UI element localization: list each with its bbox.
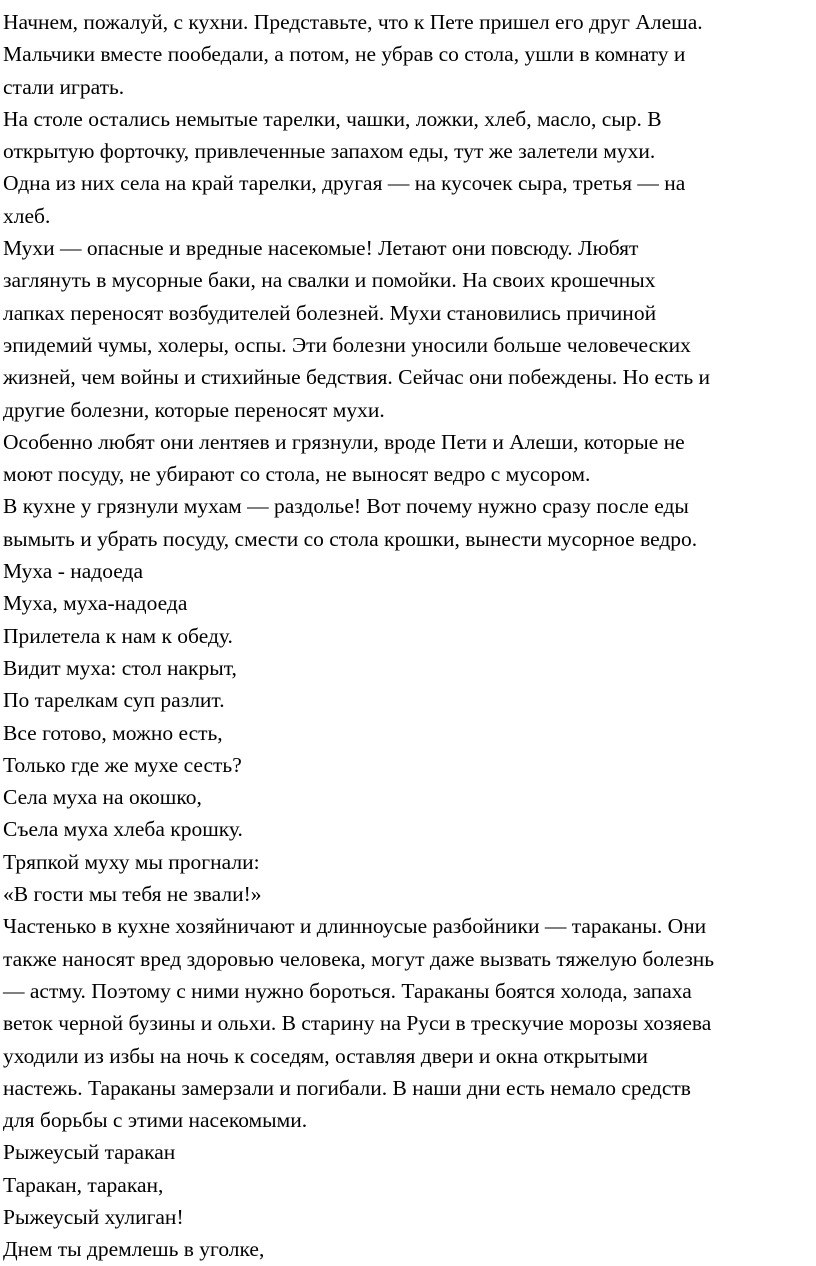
poem-line: По тарелкам суп разлит. [3,688,225,713]
text-line: вымыть и убрать посуду, смести со стола крошки, вынести мусорное ведро. [3,526,698,551]
text-line: открытую форточку, привлеченные запахом еды, тут же залетели мухи. [3,139,656,164]
poem-line: Рыжеусый хулиган! [3,1204,184,1229]
text-line: другие болезни, которые переносят мухи. [3,397,385,422]
paragraph-cockroaches [3,910,813,1136]
text-line: также наносят вред здоровью человека, могут даже вызвать тяжелую болезнь [3,946,715,971]
poem-title: Рыжеусый таракан [3,1140,176,1165]
text-line: Мухи — опасные и вредные насекомые! Летают они повсюду. Любят [3,236,639,261]
poem-line: Муха, муха-надоеда [3,591,188,616]
text-line: Одна из них села на край тарелки, другая — на кусочек сыра, третья — на [3,171,686,196]
text-line: уходили из избы на ночь к соседям, оставляя двери и окна открытыми [3,1043,648,1068]
poem-line: Съела муха хлеба крошку. [3,817,243,842]
poem-line: Только где же мухе сесть? [3,752,242,777]
poem-line: Прилетела к нам к обеду. [3,623,233,648]
poem-line: Села муха на окошко, [3,785,202,810]
text-line: Особенно любят они лентяев и грязнули, вроде Пети и Алеши, которые не [3,429,685,454]
poem-title: Муха - надоеда [3,559,143,584]
text-line: хлеб. [3,203,51,228]
paragraph-kitchen [3,490,813,555]
paragraph-lazy [3,426,813,491]
text-line: Мальчики вместе пообедали, а потом, не убрав со стола, ушли в комнату и [3,42,686,67]
poem-line: «В гости мы тебя не звали!» [3,882,262,907]
text-line: настежь. Тараканы замерзали и погибали. В наши дни есть немало средств [3,1075,691,1100]
text-line: Начнем, пожалуй, с кухни. Представьте, что к Пете пришел его друг Алеша. [3,10,703,34]
document-page [3,0,813,1266]
text-line: Частенько в кухне хозяйничают и длинноусые разбойники — тараканы. Они [3,914,707,939]
text-line: заглянуть в мусорные баки, на свалки и помойки. На своих крошечных [3,268,656,293]
poem-fly [3,555,813,910]
poem-line: Таракан, таракан, [3,1172,164,1197]
text-line: эпидемий чумы, холеры, оспы. Эти болезни уносили больше человеческих [3,332,691,357]
paragraph-intro [3,6,813,103]
poem-line: Все готово, можно есть, [3,720,223,745]
text-line: — астму. Поэтому с ними нужно бороться. Тараканы боятся холода, запаха [3,978,692,1003]
text-line: жизней, чем войны и стихийные бедствия. Сейчас они побеждены. Но есть и [3,365,711,390]
paragraph-table [3,103,813,232]
poem-line: Тряпкой муху мы прогнали: [3,849,260,874]
text-line: моют посуду, не убирают со стола, не выносят ведро с мусором. [3,462,591,487]
text-line: стали играть. [3,74,125,99]
text-line: лапках переносят возбудителей болезней. Мухи становились причиной [3,300,657,325]
text-line: На столе остались немытые тарелки, чашки, ложки, хлеб, масло, сыр. В [3,106,662,131]
text-line: для борьбы с этими насекомыми. [3,1108,308,1133]
text-line: В кухне у грязнули мухам — раздолье! Вот почему нужно сразу после еды [3,494,689,519]
poem-cockroach [3,1136,813,1265]
text-line: веток черной бузины и ольхи. В старину на Руси в трескучие морозы хозяева [3,1011,712,1036]
poem-line: Видит муха: стол накрыт, [3,655,237,680]
paragraph-flies [3,232,813,426]
poem-line: Днем ты дремлешь в уголке, [3,1237,265,1262]
